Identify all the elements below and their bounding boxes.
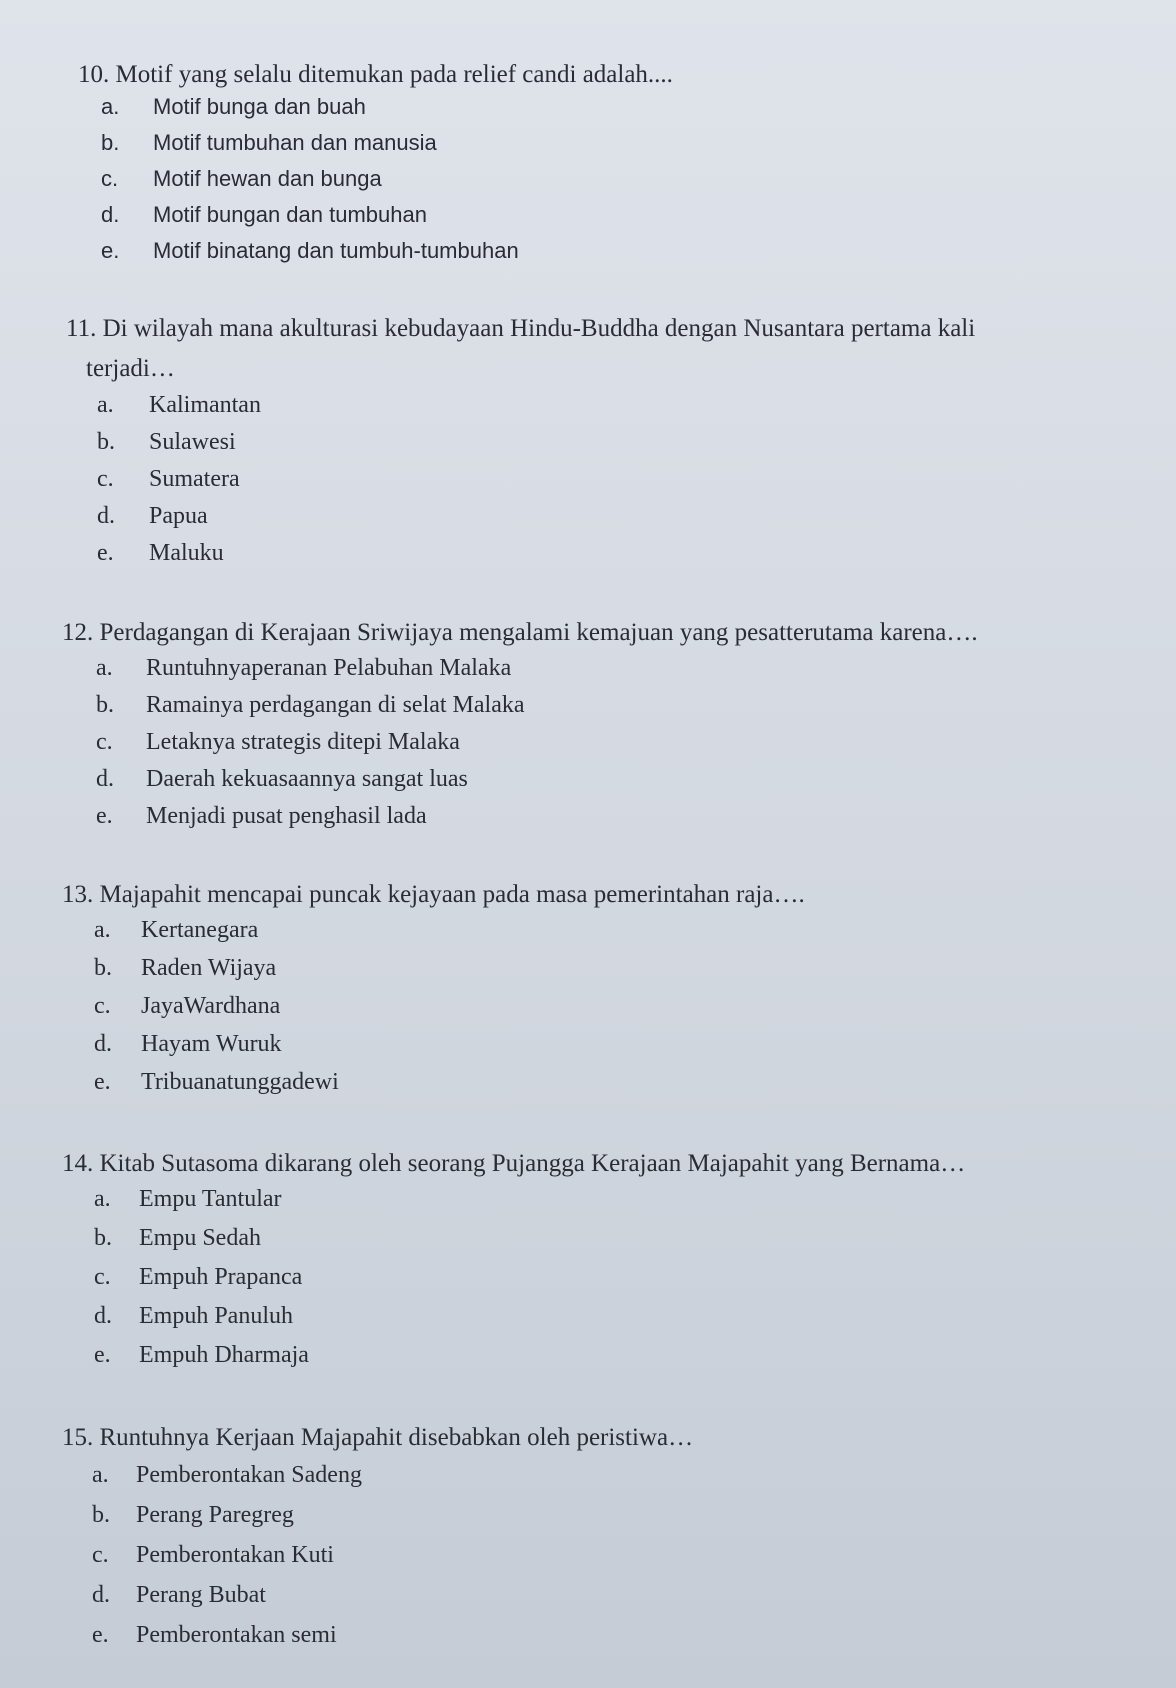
option-text: JayaWardhana bbox=[141, 993, 281, 1019]
option-d bbox=[92, 1580, 266, 1610]
option-letter: e. bbox=[96, 803, 113, 829]
question-prompt: Runtuhnya Kerjaan Majapahit disebabkan oleh peristiwa… bbox=[99, 1424, 694, 1451]
option-text: Kertanegara bbox=[141, 917, 259, 943]
option-letter: b. bbox=[94, 955, 112, 981]
option-text: Motif binatang dan tumbuh-tumbuhan bbox=[153, 238, 519, 263]
option-letter: d. bbox=[92, 1582, 110, 1608]
option-text: Motif hewan dan bunga bbox=[153, 166, 382, 191]
option-c bbox=[92, 1540, 334, 1570]
question-prompt: Kitab Sutasoma dikarang oleh seorang Pujangga Kerajaan Majapahit yang Bernama… bbox=[99, 1150, 966, 1177]
option-text: Sulawesi bbox=[149, 429, 236, 455]
option-text: Motif tumbuhan dan manusia bbox=[153, 130, 437, 155]
option-letter: b. bbox=[96, 692, 114, 718]
option-a bbox=[94, 1184, 282, 1214]
option-letter: d. bbox=[96, 766, 114, 792]
option-text: Raden Wijaya bbox=[141, 955, 277, 981]
option-c bbox=[96, 727, 460, 757]
option-text: Empuh Prapanca bbox=[139, 1264, 303, 1290]
question-prompt-continued: terjadi… bbox=[86, 355, 175, 382]
option-b bbox=[97, 427, 236, 457]
option-letter: c. bbox=[94, 1264, 111, 1290]
option-text: Runtuhnyaperanan Pelabuhan Malaka bbox=[146, 655, 512, 681]
question-number: 10. bbox=[78, 61, 110, 88]
option-text: Daerah kekuasaannya sangat luas bbox=[146, 766, 468, 792]
option-c bbox=[94, 1262, 302, 1292]
option-e bbox=[94, 1067, 339, 1097]
option-text: Empuh Panuluh bbox=[139, 1303, 293, 1329]
option-letter: a. bbox=[94, 917, 111, 943]
question-text bbox=[62, 880, 805, 910]
option-letter: c. bbox=[97, 466, 114, 492]
option-text: Empu Sedah bbox=[139, 1225, 261, 1251]
option-a bbox=[96, 653, 511, 683]
option-text: Perang Paregreg bbox=[136, 1502, 294, 1528]
option-text: Empuh Dharmaja bbox=[139, 1342, 309, 1368]
option-letter: a. bbox=[97, 392, 114, 418]
question-text bbox=[62, 618, 978, 648]
question-prompt: Perdagangan di Kerajaan Sriwijaya mengalami kemajuan yang pesatterutama karena…. bbox=[99, 619, 978, 646]
option-text: Pemberontakan Sadeng bbox=[136, 1462, 362, 1488]
question-number: 13. bbox=[62, 881, 94, 908]
option-letter: c. bbox=[94, 993, 111, 1019]
option-letter: b. bbox=[97, 429, 115, 455]
option-b bbox=[101, 128, 437, 158]
option-b bbox=[94, 1223, 261, 1253]
option-c bbox=[101, 164, 382, 194]
option-d bbox=[94, 1029, 282, 1059]
option-b bbox=[92, 1500, 294, 1530]
option-text: Perang Bubat bbox=[136, 1582, 266, 1608]
question-text bbox=[62, 1149, 965, 1179]
option-text: Ramainya perdagangan di selat Malaka bbox=[146, 692, 525, 718]
option-letter: a. bbox=[96, 655, 113, 681]
option-letter: e. bbox=[94, 1069, 111, 1095]
option-text: Pemberontakan Kuti bbox=[136, 1542, 334, 1568]
option-c bbox=[94, 991, 280, 1021]
option-c bbox=[97, 464, 240, 494]
option-text: Empu Tantular bbox=[139, 1186, 282, 1212]
question-number: 14. bbox=[62, 1150, 94, 1177]
option-e bbox=[94, 1340, 309, 1370]
option-letter: d. bbox=[97, 503, 115, 529]
question-number: 15. bbox=[62, 1424, 94, 1451]
option-letter: d. bbox=[94, 1031, 112, 1057]
option-text: Papua bbox=[149, 503, 208, 529]
option-a bbox=[94, 915, 258, 945]
option-letter: b. bbox=[101, 130, 120, 155]
question-number: 12. bbox=[62, 619, 94, 646]
option-text: Menjadi pusat penghasil lada bbox=[146, 803, 427, 829]
option-a bbox=[92, 1460, 362, 1490]
option-letter: c. bbox=[101, 166, 119, 191]
question-text bbox=[78, 60, 673, 90]
option-letter: d. bbox=[94, 1303, 112, 1329]
question-prompt: Majapahit mencapai puncak kejayaan pada masa pemerintahan raja…. bbox=[99, 881, 805, 908]
option-a bbox=[101, 92, 366, 122]
question-number: 11. bbox=[66, 315, 97, 342]
option-letter: c. bbox=[92, 1542, 109, 1568]
option-letter: a. bbox=[101, 94, 120, 119]
question-text bbox=[62, 1423, 693, 1453]
option-d bbox=[101, 200, 427, 230]
question-prompt: Di wilayah mana akulturasi kebudayaan Hindu-Buddha dengan Nusantara pertama kali bbox=[102, 315, 976, 342]
option-text: Hayam Wuruk bbox=[141, 1031, 282, 1057]
option-text: Motif bungan dan tumbuhan bbox=[153, 202, 427, 227]
option-text: Motif bunga dan buah bbox=[153, 94, 366, 119]
option-b bbox=[94, 953, 276, 983]
option-e bbox=[92, 1620, 337, 1650]
option-e bbox=[97, 538, 224, 568]
option-text: Tribuanatunggadewi bbox=[141, 1069, 339, 1095]
option-letter: e. bbox=[101, 238, 120, 263]
option-letter: e. bbox=[97, 540, 114, 566]
option-e bbox=[101, 236, 519, 266]
option-letter: a. bbox=[92, 1462, 109, 1488]
option-letter: e. bbox=[94, 1342, 111, 1368]
option-letter: c. bbox=[96, 729, 113, 755]
option-letter: a. bbox=[94, 1186, 111, 1212]
option-text: Kalimantan bbox=[149, 392, 261, 418]
option-d bbox=[97, 501, 208, 531]
option-letter: e. bbox=[92, 1622, 109, 1648]
option-d bbox=[96, 764, 468, 794]
option-letter: b. bbox=[94, 1225, 112, 1251]
question-prompt: Motif yang selalu ditemukan pada relief candi adalah.... bbox=[115, 61, 673, 88]
option-text: Pemberontakan semi bbox=[136, 1622, 337, 1648]
option-text: Maluku bbox=[149, 540, 224, 566]
option-a bbox=[97, 390, 261, 420]
question-text bbox=[66, 314, 975, 344]
option-e bbox=[96, 801, 427, 831]
option-letter: b. bbox=[92, 1502, 110, 1528]
option-d bbox=[94, 1301, 293, 1331]
option-letter: d. bbox=[101, 202, 120, 227]
option-text: Sumatera bbox=[149, 466, 240, 492]
option-b bbox=[96, 690, 525, 720]
option-text: Letaknya strategis ditepi Malaka bbox=[146, 729, 460, 755]
